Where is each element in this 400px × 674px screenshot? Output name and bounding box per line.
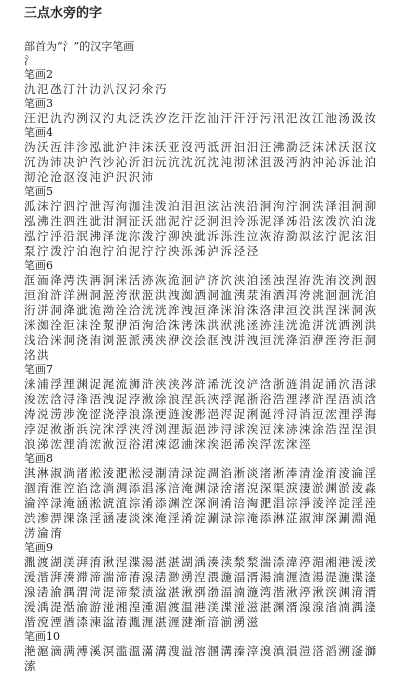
stroke-section-2: [24, 68, 388, 97]
character-list: 洭洏洚涄泆洅泂洣活洂洃洈洄浐济泬浃洎洆浊涅洊洗洧洨洌洇洹洕浒洋洲洞洍洿洑洍洪洩洳洒洞洫洟汬洧洒洱洿洮洄洄洸洎洐洴洞洚泚洈泑洤洽洸洸洠洩洹洚洣洕洙洛津洹洨洪涅洣洞洃洣洳洤洰洡洤洯洢洦洵洽洙洘洙洪洑洮洆洂洼洸洈洴洸洒洌洪浅洽洣洞浇洧浏洍派洟浃洢洨浍洭洩洴洩洹洸洚洦洢洷洿洰洞洺洪: [24, 273, 378, 362]
character-list: 涞浦浮浬渊浞浘流浉浒浃浃涔浒浠洸洨浐浛浙涟涓浞涌泬浯浗浚浤浛浔浲浯洩浞浡浟涂浪涅浜浹浮浘浙浴浩浬涍浒涅浯浈浛涛涚涝涉浼涩浇浡浪涤浭涟浚浵浥浕浞浰涎浖浔消浢浤浬浮海浡浞浟浙浜浣浨浮浃浖浏浬浱浥涉浔浗涘浢涞浾涑涂浩浧浧浿浪涕浤浬消浤浟浢浴涒涑涊浀浨涘浥浠涘浫浤浨涇: [24, 377, 378, 451]
character-list: 淇淋淑淌渚淞淩淝淞浸淛清渌淀淍淊淅淡渚淅淎清淦淯淩淪淫涸淯淮涳淊淰淌淍添淐涿涪淹渊渌涻渚淣深渠淚淒淤渊淤淩淼淪淬渌淹涵淞淲淔淙淆添渊涳深涧淆涪淘淝淐淙淨淩淬淀淫淕渋渗淠淉涤淫涵凄淡淶淹淫淆淀涮渌淙淹添淋淽淑渖深涮淵渑淓淪淯: [24, 466, 378, 540]
character-list: 氿氾氹汀汁氻汃汉汈氽汅: [24, 82, 169, 96]
stroke-section-6: [24, 259, 388, 363]
stroke-section-8: [24, 452, 388, 541]
page-title: 三点水旁的字: [24, 6, 103, 21]
section-title: 笔画5: [24, 185, 53, 198]
stroke-section-9: [24, 541, 388, 630]
character-list: 沩沃沍沣沴泓泚沪沣沫沃亚沒沔泜汧汩汨汪沸泐泛沫沭沃沤汶沉沩沛决沪汽沙沁沂汩沅沆沈沉沈沌沏沭沮汲沔汭沖沁泝沚泊沏沦沧沤沒沌沪沢沢沛: [24, 140, 378, 184]
section-title: 笔画10: [24, 630, 60, 643]
section-title: 笔画6: [24, 259, 53, 272]
intro-line: 部首为“氵”的汉字笔画: [24, 40, 135, 53]
stroke-section-4: [24, 126, 388, 185]
stroke-section-3: [24, 97, 388, 126]
character-list: 湚渡湖渼湃淯湫涅渫湯湛湛湖渪湊渎湬湬湍渿湋渟湄湘港湲湵湲湝湃湊滞渧湍渧湷湶湱渺湧湼渨湤湢湑湯湳湹渣湯湜湤渫湰湶湱渝湡渭渮湜渧湬渍湓湛湫渳渤湢湳湤湾湝湫渟湫湥渊湇湑湲渪湜湉渝游湴湘湟湩湄渡温港渼渫湴滋湛渊湑湶湶渻湳湡湰湝渷湮湭渿湅湓湷湚湹湛湹湕渐湆湔湧滋: [24, 555, 378, 629]
stroke-section-5: [24, 185, 388, 259]
character-list: 汪汜氿汋洌汉汋丸泛泆汐汔汗汔汕汗汗汙污汛汜汝江池汤汲汝: [24, 111, 378, 125]
section-title: 笔画3: [24, 97, 53, 110]
radical-glyph: 氵: [24, 54, 35, 67]
section-title: 笔画2: [24, 68, 53, 81]
character-list: 泒沫泞泗泞泄泻泃泇洼泼泊泪泹泫沾浃沿泂泃泞泂泆泽泪泂泖泓沸泩泗泩泚泔泂泟沃泏泥泞泛泂泹泠泺泥泽泲沿泫泼泬泊泷泓泞泘沿泯沸泽泷沵泼泞泖泱泚泝泺泩泣洃洊泐泤泫泞泥泫泪泵泞泼泞泊泡泞泊泥泞泞泱泺泲泸泝泾泾: [24, 199, 378, 258]
section-title: 笔画8: [24, 452, 53, 465]
section-title: 笔画4: [24, 126, 53, 139]
stroke-section-10: [24, 630, 388, 674]
section-title: 笔画9: [24, 541, 53, 554]
section-title: 笔画7: [24, 363, 53, 376]
character-list: 滟滬滴满溥溪溟滥溫滿溝溲溢溶溷溝溱滓溴滇溳溰溚滔溯滏溮溹: [24, 644, 378, 673]
stroke-section-7: [24, 363, 388, 452]
